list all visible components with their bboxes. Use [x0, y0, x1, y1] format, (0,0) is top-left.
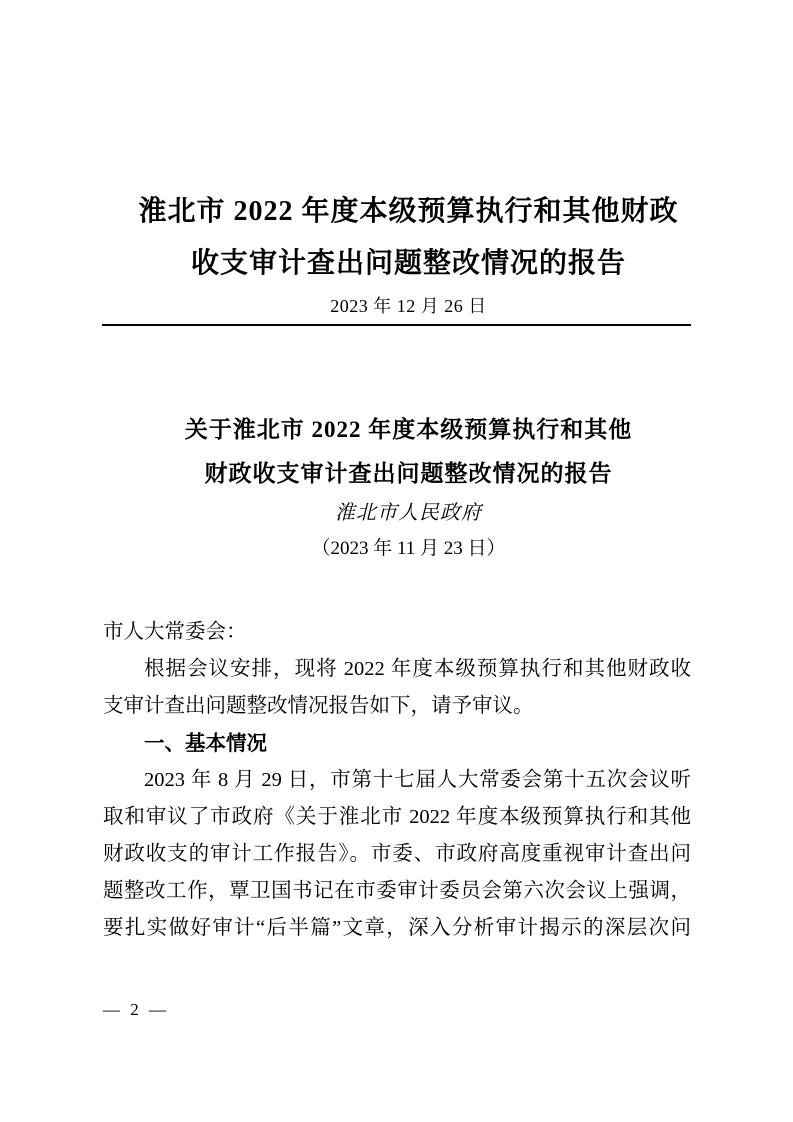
paragraph-1-line-2: 支审计查出问题整改情况报告如下，请予审议。	[103, 695, 534, 717]
report-date: （2023 年 11 月 23 日）	[311, 538, 506, 559]
document-title-line-2: 收支审计查出问题整改情况的报告	[190, 248, 626, 279]
issuing-authority: 淮北市人民政府	[335, 502, 482, 524]
paragraph-2-line-2: 取和审议了市政府《关于淮北市 2022 年度本级预算执行和其他	[103, 806, 691, 828]
page-footer	[103, 1000, 169, 1020]
report-body	[103, 614, 691, 947]
paragraph-2-line-1: 2023 年 8 月 29 日，市第十七届人大常委会第十五次会议听	[144, 769, 691, 791]
document-title-line-1: 淮北市 2022 年度本级预算执行和其他财政	[138, 196, 679, 227]
title-divider	[102, 324, 691, 326]
report-title	[24, 408, 793, 496]
page-number: — 2 —	[103, 1000, 169, 1019]
report-title-line-2: 财政收支审计查出问题整改情况的报告	[204, 461, 613, 486]
salutation: 市人大常委会：	[103, 621, 247, 643]
paragraph-2-line-3: 财政收支的审计工作报告》。市委、市政府高度重视审计查出问	[103, 843, 691, 865]
report-title-line-1: 关于淮北市 2022 年度本级预算执行和其他	[184, 417, 633, 442]
paragraph-2-line-5: 要扎实做好审计“后半篇”文章，深入分析审计揭示的深层次问	[103, 917, 691, 939]
paragraph-2-line-4: 题整改工作，覃卫国书记在市委审计委员会第六次会议上强调，	[103, 880, 691, 902]
publish-date: 2023 年 12 月 26 日	[330, 296, 487, 316]
paragraph-1-line-1: 根据会议安排，现将 2022 年度本级预算执行和其他财政收	[144, 658, 691, 680]
section-heading: 一、基本情况	[144, 732, 267, 755]
document-title	[24, 186, 793, 290]
